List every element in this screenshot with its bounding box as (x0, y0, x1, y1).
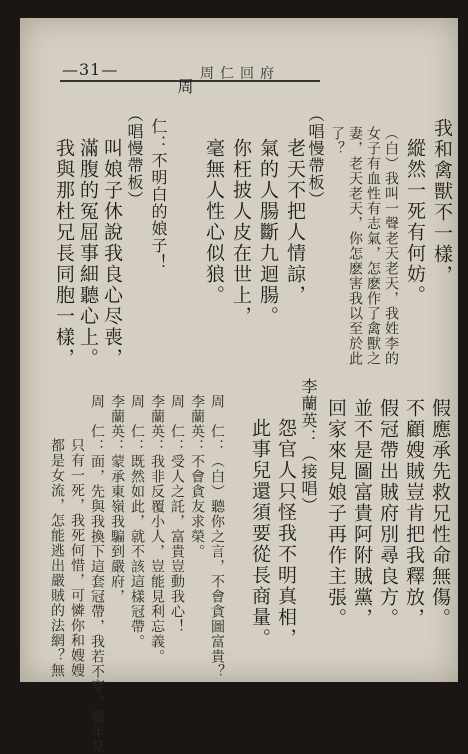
text-column: 回家來見娘子再作主張。 (325, 398, 347, 629)
book-page (20, 18, 458, 754)
text-column: 仁：不明白的娘子！ (149, 118, 168, 271)
text-column: 女子有血性有志氣，怎麽作了禽獸之 (365, 126, 381, 366)
text-column: 縱然一死有何妨。 (404, 138, 426, 306)
speaker-line: 李蘭英：蒙承東嶺我騙到嚴府， (109, 394, 125, 604)
text-column: 假應承先救兄性命無傷。 (429, 398, 451, 629)
text-column: 只有一死，我死何惜，可憐你和嫂嫂 (69, 438, 85, 678)
text-column: 並不是圖富貴阿附賊黨， (351, 398, 373, 629)
speaker-line: 周 仁：面，先與我換下這套冠帶，我若不穿，嚴年見 (89, 394, 105, 754)
text-column: 你枉披人皮在世上， (230, 138, 252, 327)
speaker-line: 李蘭英：不會貪友求榮。 (189, 394, 205, 559)
speaker-line: 周 仁：受人之託，富貴豈動我心！ (169, 394, 185, 634)
text-column: 此事兒還須要從長商量。 (249, 418, 271, 649)
page-number: —31— (62, 60, 119, 79)
speaker-label: 周 (175, 78, 194, 95)
text-column: 我和禽獸不一樣， (431, 118, 453, 286)
text-column: 我與那杜兄長同胞一樣， (53, 138, 75, 369)
running-title: 周仁回府 (200, 66, 280, 82)
speaker-line: 李蘭英：我非反覆小人，豈能見利忘義。 (149, 394, 165, 664)
text-column: 假冠帶出賊府別尋良方。 (377, 398, 399, 629)
text-column: 叫娘子休說我良心尽喪， (101, 138, 123, 369)
speaker-line: 李蘭英：（接唱） (299, 378, 318, 514)
text-column: 妻，老天老天，你怎麽害我以至於此 (347, 126, 363, 366)
text-column: （白）我叫一聲老天老天，我姓李的 (383, 126, 399, 366)
text-column: （唱慢帶板） (125, 106, 144, 208)
text-column: 都是女流，怎能逃出嚴賊的法網？無 (49, 438, 65, 678)
text-column: 滿腹的冤屈事細聽心上。 (77, 138, 99, 369)
text-column: 老天不把人情諒， (284, 138, 306, 306)
text-column: 了？ (329, 126, 345, 156)
speaker-line: 周 仁：既然如此，就不該這樣冠帶。 (129, 394, 145, 649)
text-column: 怨官人只怪我不明真相， (275, 418, 297, 649)
text-column: 氣的人腸斷九迴腸。 (257, 138, 279, 327)
text-column: 不顧嫂賊豈肯把我釋放， (403, 398, 425, 629)
text-column: 毫無人性心似狼。 (203, 138, 225, 306)
page-header (20, 18, 458, 82)
text-column: （唱慢帶板） (306, 106, 325, 208)
speaker-line: 周 仁：（白）聽你之言，不會貪圖富貴？ (209, 394, 225, 679)
